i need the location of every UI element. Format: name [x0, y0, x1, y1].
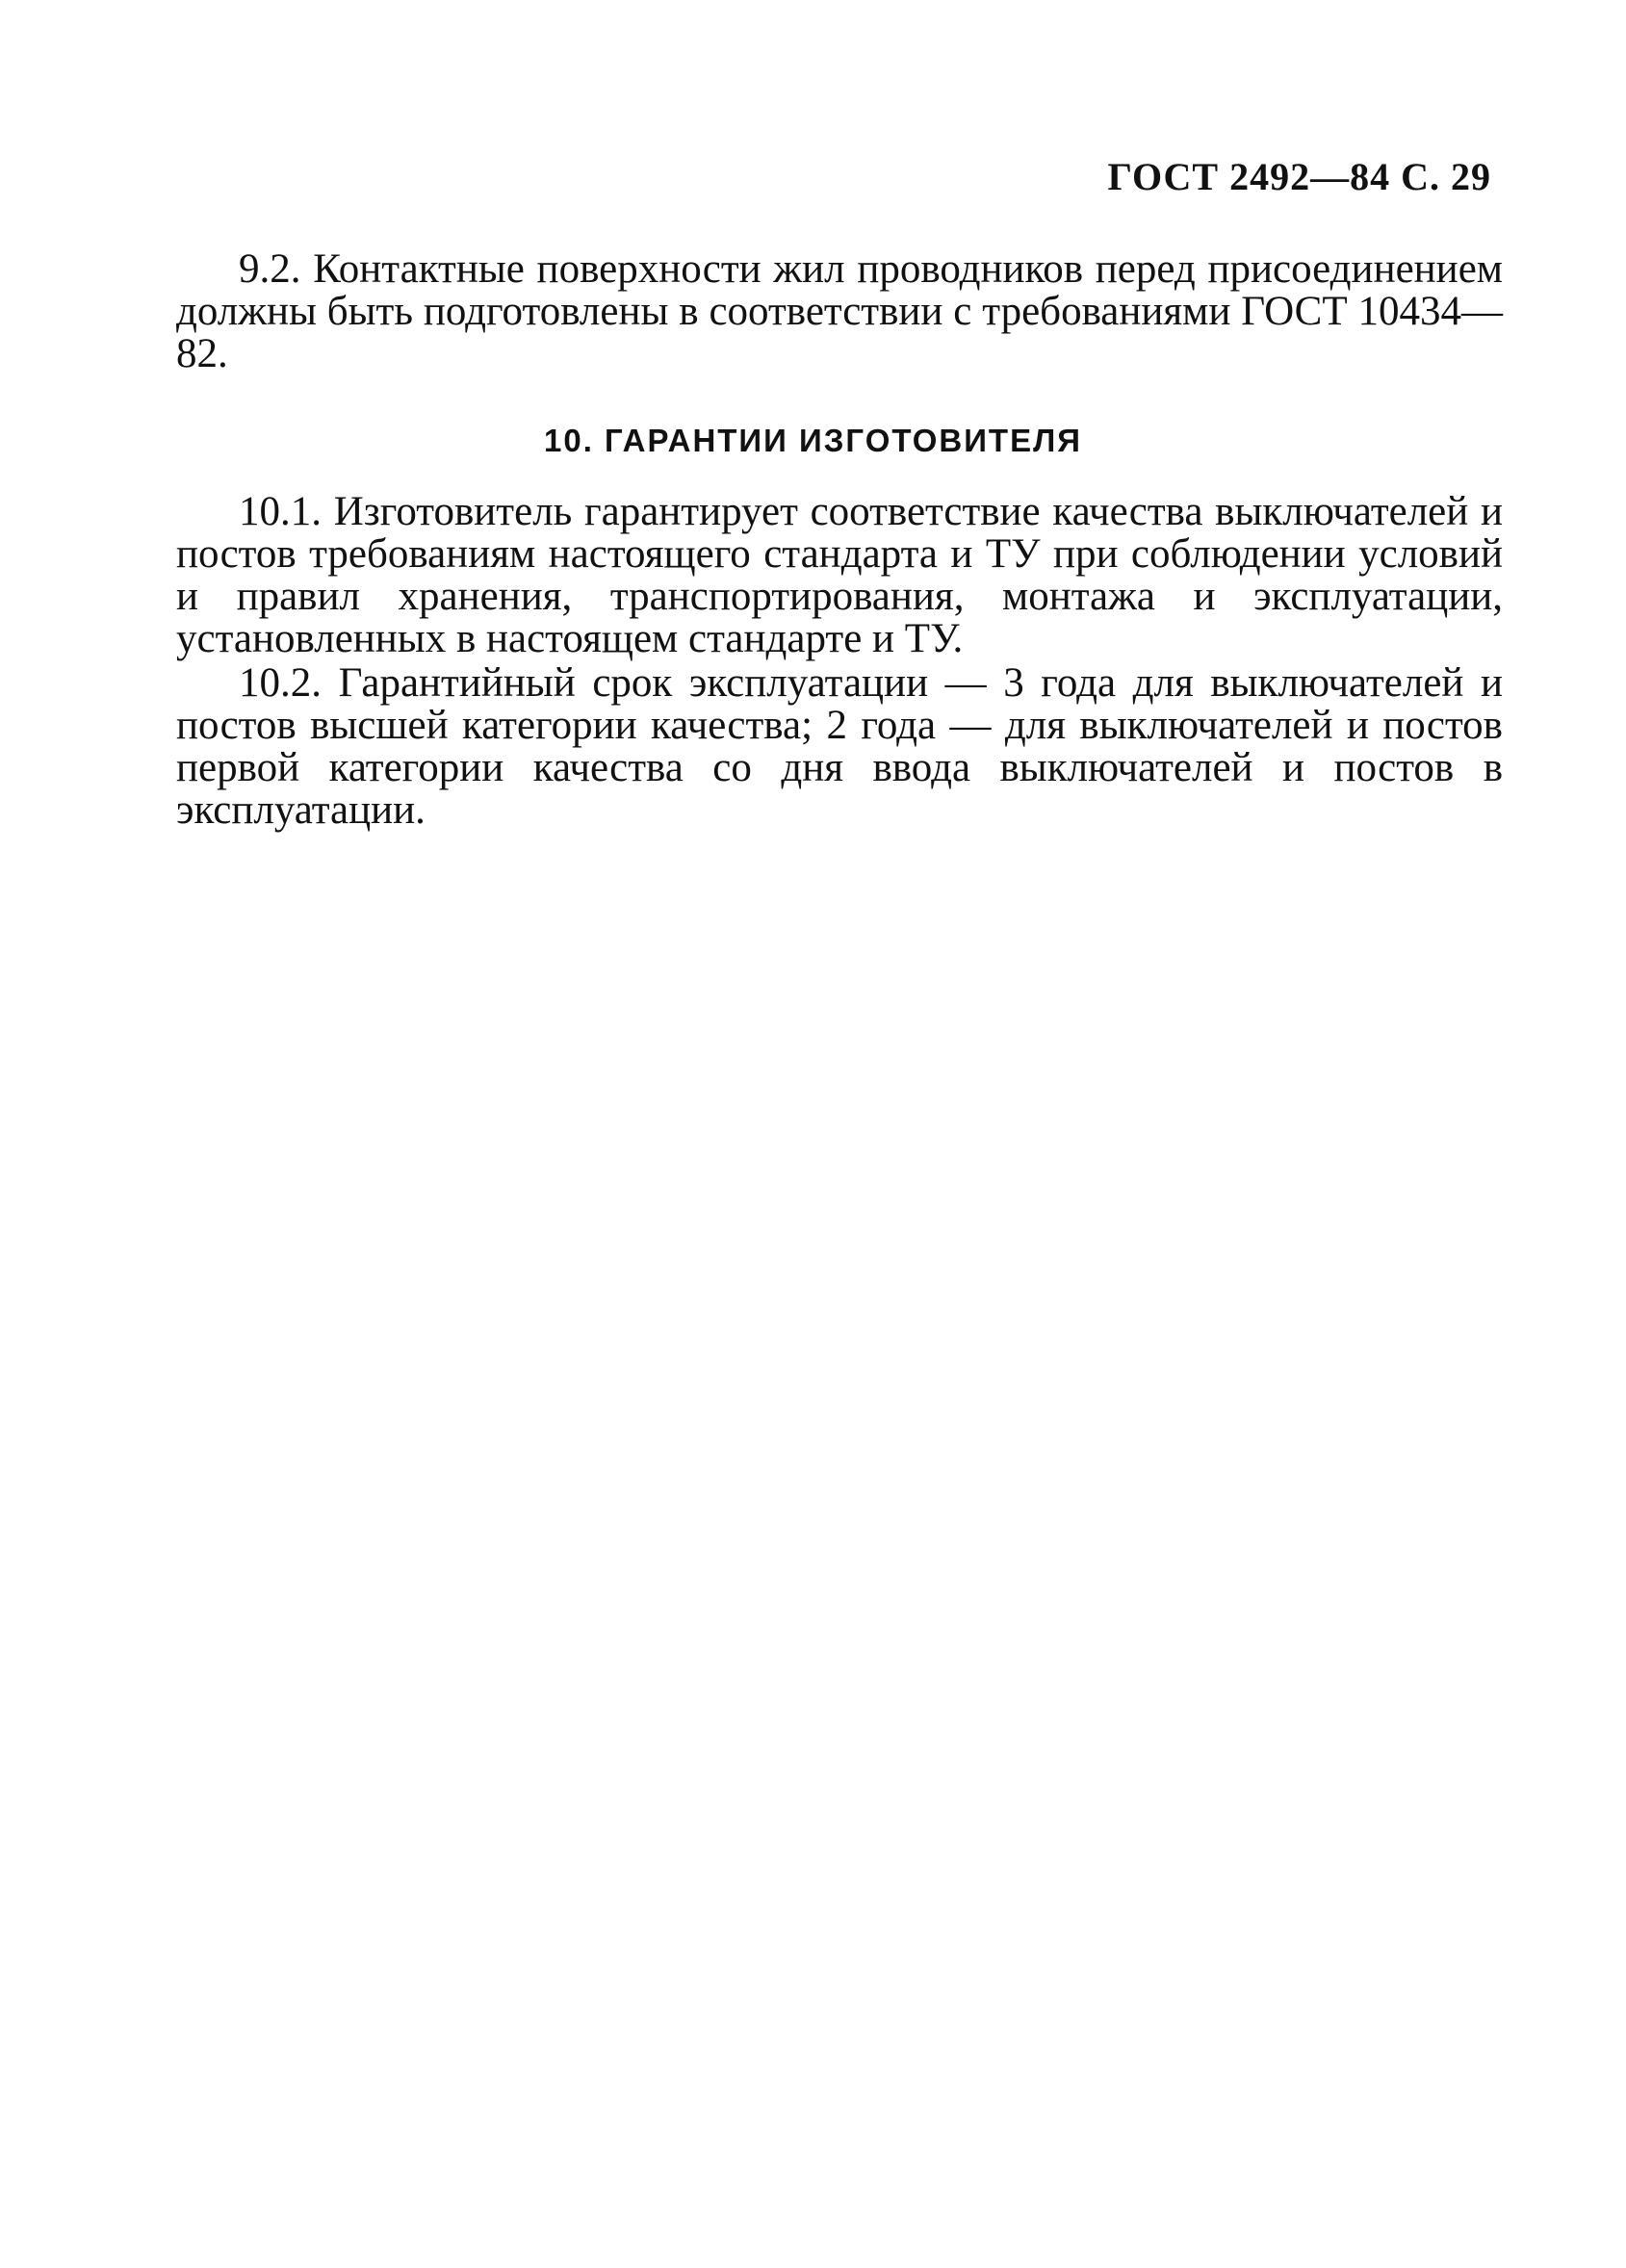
- section-9-text: [176, 248, 1503, 375]
- section-10-text: [176, 491, 1503, 832]
- paragraph-10-2: 10.2. Гарантийный срок эксплуатации — 3 года для выключателей и постов высшей категории качества; 2 года — для выключателей и постов первой категории качества со дня ввода выключателей и постов в эксплуатации.: [176, 660, 1503, 833]
- section-heading-10: 10. ГАРАНТИИ ИЗГОТОВИТЕЛЯ: [544, 423, 1082, 458]
- paragraph-10-1: 10.1. Изготовитель гарантирует соответствие качества выключателей и постов требованиям настоящего стандарта и ТУ при соблюдении условий и правил хранения, транспортирования, монтажа и эксплуатации, установленных в настоящем стандарте и ТУ.: [176, 489, 1503, 661]
- paragraph-9-2: 9.2. Контактные поверхности жил проводников перед присоединением должны быть подготовлены в соответствии с требованиями ГОСТ 10434—82.: [176, 246, 1503, 376]
- running-header: ГОСТ 2492—84 С. 29: [1107, 155, 1491, 198]
